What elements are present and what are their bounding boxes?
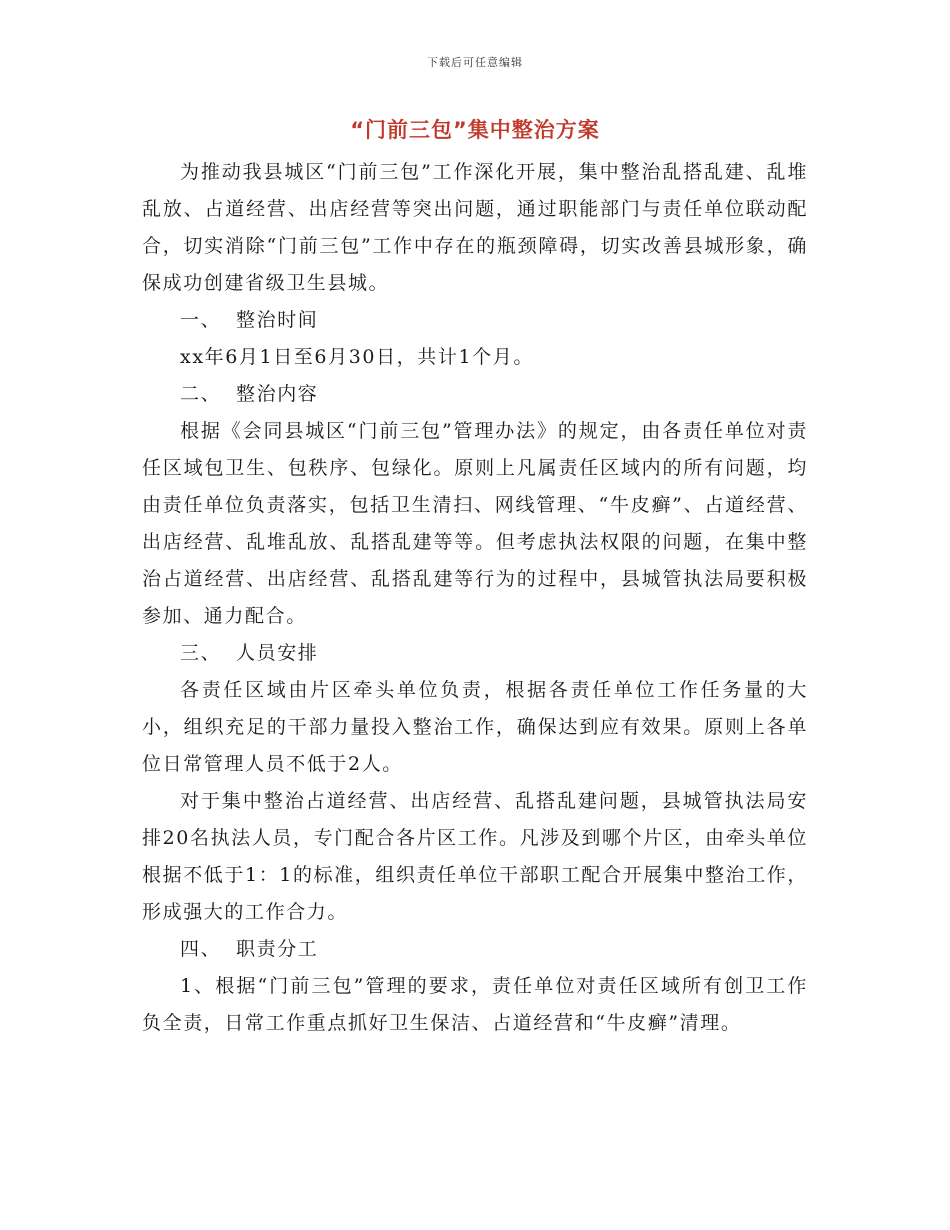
section-heading-text: 整治内容 [236, 383, 319, 405]
section-number: 二、 [180, 383, 222, 405]
document-title: “门前三包”集中整治方案 [350, 118, 600, 142]
section-number: 三、 [180, 642, 222, 664]
header-note: 下载后可任意编辑 [427, 56, 523, 69]
paragraph: xx年6月1日至6月30日，共计1个月。 [180, 346, 534, 368]
section-heading-text: 整治时间 [236, 309, 319, 331]
paragraph: 根据《会同县城区“门前三包”管理办法》的规定，由各责任单位对责任区域包卫生、包秩序、包绿化。原则上凡属责任区域内的所有问题，均由责任单位负责落实，包括卫生清扫、网线管理、“牛皮癣”、占道经营、出店经营、乱堆乱放、乱搭乱建等等。但考虑执法权限的问题，在集中整治占道经营、出店经营、乱搭乱建等行为的过程中，县城管执法局要积极参加、通力配合。 [142, 420, 808, 627]
section-number: 四、 [180, 938, 222, 960]
section-heading [142, 376, 808, 413]
section-heading [142, 302, 808, 339]
paragraph: 各责任区域由片区牵头单位负责，根据各责任单位工作任务量的大小，组织充足的干部力量投入整治工作，确保达到应有效果。原则上各单位日常管理人员不低于2人。 [142, 679, 808, 775]
section-number: 一、 [180, 309, 222, 331]
section-heading [142, 931, 808, 968]
paragraph: 为推动我县城区“门前三包”工作深化开展，集中整治乱搭乱建、乱堆乱放、占道经营、出店经营等突出问题，通过职能部门与责任单位联动配合，切实消除“门前三包”工作中存在的瓶颈障碍，切实改善县城形象，确保成功创建省级卫生县城。 [142, 161, 808, 294]
document-body [142, 154, 808, 1042]
section-heading-text: 人员安排 [236, 642, 319, 664]
section-heading [142, 635, 808, 672]
paragraph: 1、根据“门前三包”管理的要求，责任单位对责任区域所有创卫工作负全责，日常工作重点抓好卫生保洁、占道经营和“牛皮癣”清理。 [142, 975, 808, 1034]
paragraph: 对于集中整治占道经营、出店经营、乱搭乱建问题，县城管执法局安排20名执法人员，专门配合各片区工作。凡涉及到哪个片区，由牵头单位根据不低于1：1的标准，组织责任单位干部职工配合开展集中整治工作，形成强大的工作合力。 [142, 790, 808, 923]
section-heading-text: 职责分工 [236, 938, 319, 960]
